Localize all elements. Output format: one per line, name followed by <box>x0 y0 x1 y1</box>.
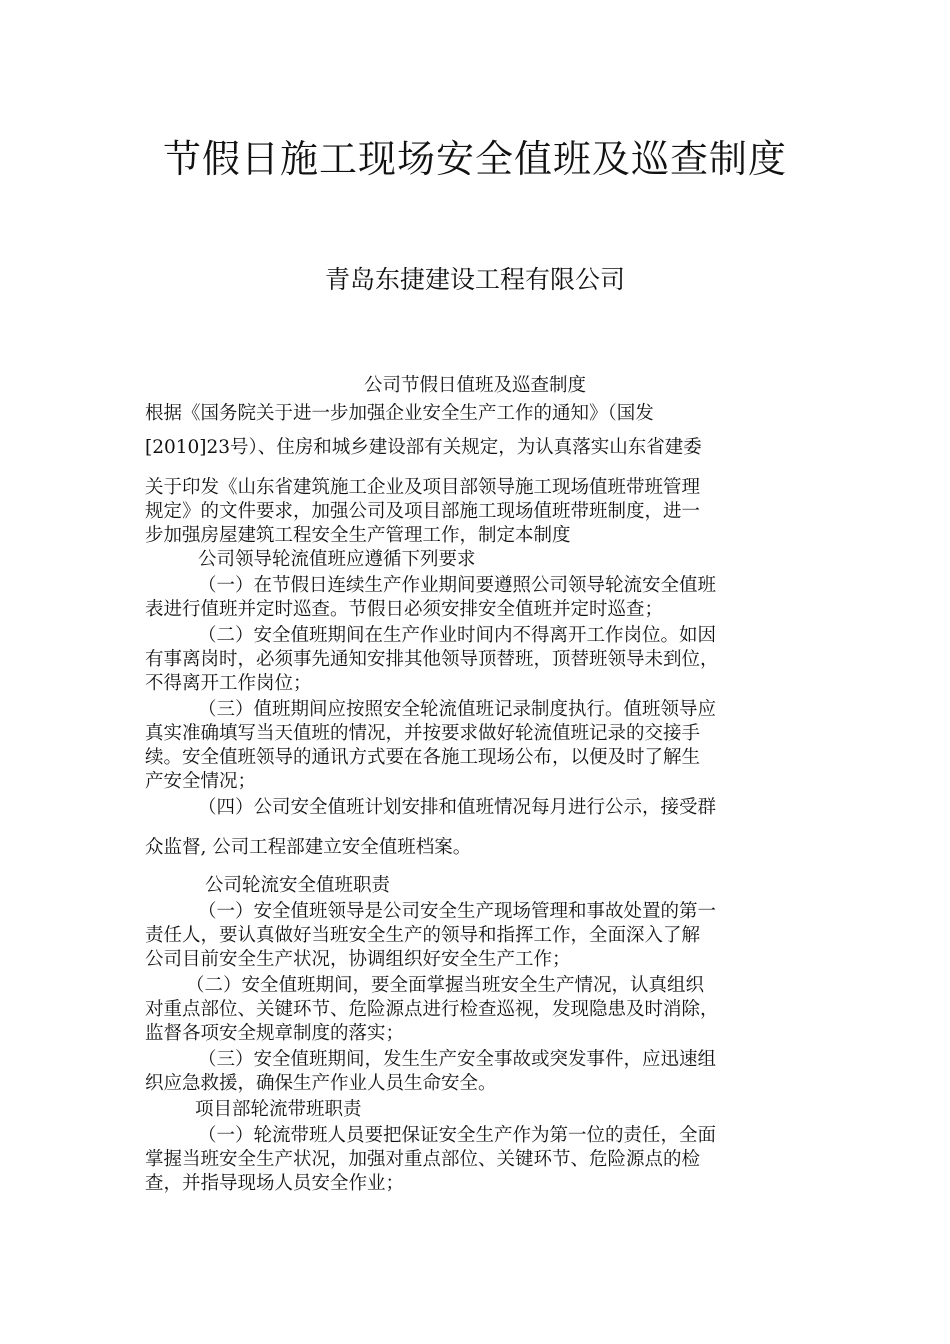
paragraph-line: 众监督, 公司工程部建立安全值班档案。 <box>145 837 472 858</box>
paragraph-line: 不得离开工作岗位； <box>145 673 312 694</box>
paragraph-line: 表进行值班并定时巡查。节假日必须安排安全值班并定时巡查； <box>145 599 664 620</box>
subsection-heading: 公司轮流安全值班职责 <box>205 875 391 896</box>
paragraph-line: 续。安全值班领导的通讯方式要在各施工现场公布，以便及时了解生 <box>145 747 701 768</box>
paragraph-line: [2010]23号）、住房和城乡建设部有关规定，为认真落实山东省建委 <box>145 437 702 458</box>
paragraph-line: 有事离岗时，必须事先通知安排其他领导顶替班，顶替班领导未到位， <box>145 649 719 670</box>
paragraph-line: 产安全情况； <box>145 771 257 792</box>
company-name: 青岛东捷建设工程有限公司 <box>324 265 625 294</box>
paragraph-line: 织应急救援，确保生产作业人员生命安全。 <box>145 1073 497 1094</box>
subsection-heading: 公司领导轮流值班应遵循下列要求 <box>198 549 476 570</box>
paragraph-line: 掌握当班安全生产状况，加强对重点部位、关键环节、危险源点的检 <box>145 1149 701 1170</box>
section-heading: 公司节假日值班及巡查制度 <box>363 375 586 396</box>
paragraph-line: 责任人，要认真做好当班安全生产的领导和指挥工作，全面深入了解 <box>145 925 701 946</box>
paragraph-line: （一）轮流带班人员要把保证安全生产作为第一位的责任，全面 <box>198 1125 717 1146</box>
paragraph-line: （三）安全值班期间，发生生产安全事故或突发事件，应迅速组 <box>198 1049 717 1070</box>
paragraph-line: 关于印发《山东省建筑施工企业及项目部领导施工现场值班带班管理 <box>145 477 701 498</box>
paragraph-line: 对重点部位、关键环节、危险源点进行检查巡视，发现隐患及时消除， <box>145 999 719 1020</box>
paragraph-line: 步加强房屋建筑工程安全生产管理工作，制定本制度 <box>145 525 571 546</box>
paragraph-line: 监督各项安全规章制度的落实； <box>145 1023 405 1044</box>
document-title: 节假日施工现场安全值班及巡查制度 <box>162 137 787 181</box>
paragraph-line: （四）公司安全值班计划安排和值班情况每月进行公示，接受群 <box>198 797 717 818</box>
paragraph-line: （一）在节假日连续生产作业期间要遵照公司领导轮流安全值班 <box>198 575 717 596</box>
paragraph-line: （二）安全值班期间，要全面掌握当班安全生产情况，认真组织 <box>186 975 705 996</box>
paragraph-line: 真实准确填写当天值班的情况，并按要求做好轮流值班记录的交接手 <box>145 723 701 744</box>
paragraph-line: （三）值班期间应按照安全轮流值班记录制度执行。值班领导应 <box>198 699 717 720</box>
paragraph-line: （一）安全值班领导是公司安全生产现场管理和事故处置的第一 <box>198 901 717 922</box>
paragraph-line: 根据《国务院关于进一步加强企业安全生产工作的通知》（国发 <box>145 403 654 424</box>
paragraph-line: 查，并指导现场人员安全作业； <box>145 1173 405 1194</box>
paragraph-line: 规定》的文件要求，加强公司及项目部施工现场值班带班制度，进一 <box>145 501 701 522</box>
subsection-heading: 项目部轮流带班职责 <box>195 1099 362 1120</box>
paragraph-line: 公司目前安全生产状况，协调组织好安全生产工作； <box>145 949 571 970</box>
paragraph-line: （二）安全值班期间在生产作业时间内不得离开工作岗位。如因 <box>198 625 717 646</box>
